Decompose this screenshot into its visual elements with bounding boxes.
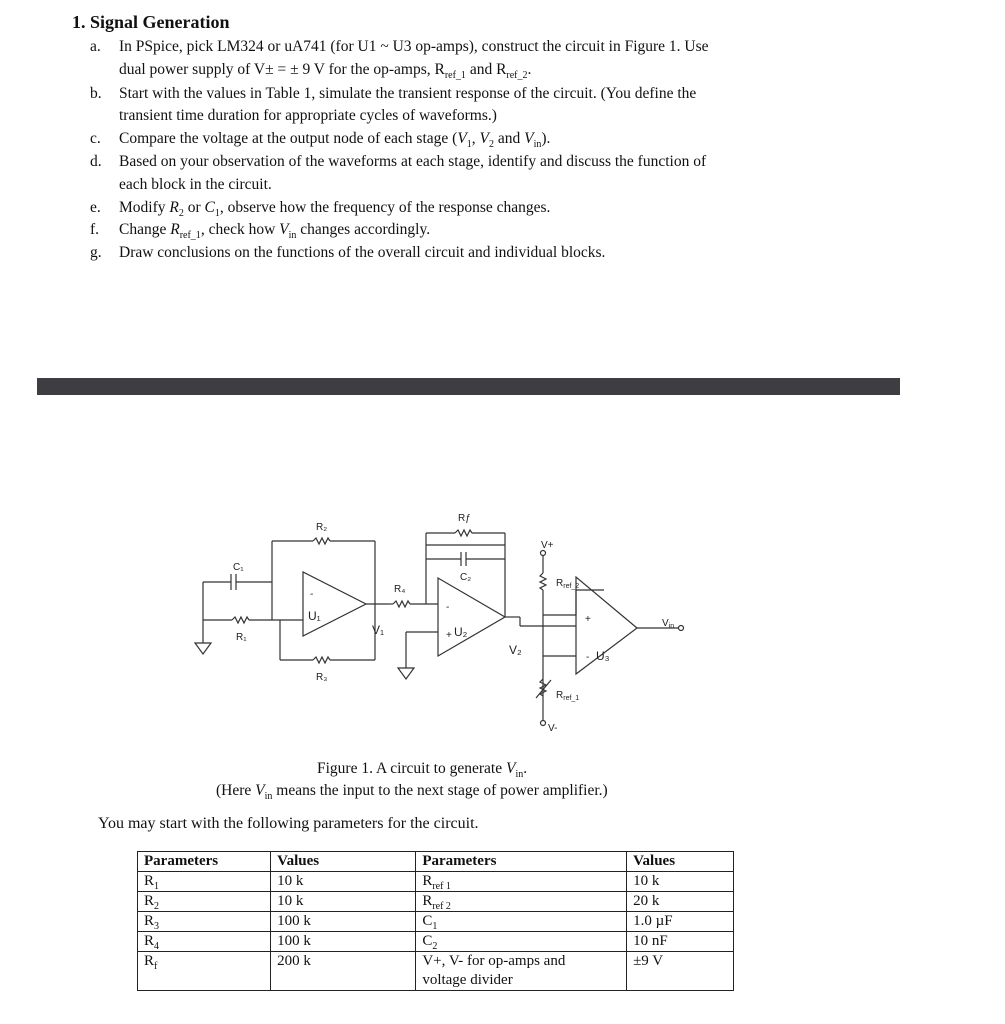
- label-vminus: V-: [548, 723, 558, 734]
- figure-caption-line-1: Figure 1. A circuit to generate $V_{in}$.: [317, 760, 528, 781]
- item-letter-g: g.: [90, 244, 102, 261]
- item-b-line-1: Start with the values in Table 1, simulate the transient response of the circuit. (You define the: [119, 85, 697, 102]
- label-vin: $V_{in}$: [662, 618, 675, 630]
- label-r3: R₃: [316, 672, 328, 683]
- label-u1: U₁: [308, 609, 321, 623]
- label-c2: C₂: [460, 572, 472, 583]
- item-c-line-1: Compare the voltage at the output node of each stage ($V_1$, $V_2$ and $V_{in}$).: [119, 130, 551, 151]
- label-rf: Rƒ: [458, 513, 471, 524]
- header-parameters-1: Parameters: [138, 852, 271, 872]
- label-u3-plus: +: [585, 614, 591, 625]
- cell-param: $R_{ref 1}$: [416, 872, 627, 892]
- parameters-table: [137, 851, 734, 991]
- table-row: [138, 872, 734, 892]
- table-intro-text: You may start with the following parameters for the circuit.: [98, 815, 479, 832]
- label-u2: U₂: [454, 625, 468, 639]
- cell-value: ±9 V: [627, 952, 734, 991]
- cell-param: V+, V- for op-amps and voltage divider: [416, 952, 627, 991]
- item-e-line-1: Modify $R_2$ or $C_1$, observe how the frequency of the response changes.: [119, 199, 551, 220]
- label-u3-minus: -: [586, 652, 590, 663]
- cell-value: 100 k: [271, 912, 416, 932]
- label-v2: V₂: [509, 643, 522, 657]
- header-values-1: Values: [271, 852, 416, 872]
- label-vplus: V+: [541, 540, 554, 551]
- item-letter-c: c.: [90, 130, 101, 147]
- cell-value: 200 k: [271, 952, 416, 991]
- cell-param: $R_f$: [138, 952, 271, 991]
- cell-value: 10 k: [627, 872, 734, 892]
- table-row: [138, 912, 734, 932]
- cell-value: 10 k: [271, 892, 416, 912]
- cell-param: $R_2$: [138, 892, 271, 912]
- cell-value: 20 k: [627, 892, 734, 912]
- item-g-line-1: Draw conclusions on the functions of the overall circuit and individual blocks.: [119, 244, 606, 261]
- table-row: [138, 932, 734, 952]
- item-letter-f: f.: [90, 221, 100, 238]
- cell-value: 100 k: [271, 932, 416, 952]
- cell-param: $R_4$: [138, 932, 271, 952]
- item-d-line-1: Based on your observation of the waveforms at each stage, identify and discuss the function of: [119, 153, 707, 170]
- cell-value: 10 nF: [627, 932, 734, 952]
- cell-value: 10 k: [271, 872, 416, 892]
- label-r2: R₂: [316, 522, 328, 533]
- figure-caption-line-2: (Here $V_{in}$ means the input to the next stage of power amplifier.): [216, 782, 608, 803]
- label-u2-minus: -: [446, 602, 450, 613]
- header-parameters-2: Parameters: [416, 852, 627, 872]
- cell-param: $C_2$: [416, 932, 627, 952]
- label-u3: U₃: [596, 649, 610, 663]
- table-row: [138, 892, 734, 912]
- label-u2-plus: +: [446, 630, 452, 641]
- item-f-line-1: Change $R_{ref\_1}$, check how $V_{in}$ changes accordingly.: [119, 221, 431, 242]
- cell-value: 1.0 µF: [627, 912, 734, 932]
- cell-param: $C_1$: [416, 912, 627, 932]
- label-v1: V₁: [372, 623, 385, 637]
- label-rref1: $R_{ref\_1}$: [556, 690, 580, 702]
- item-a-line-1: In PSpice, pick LM324 or uA741 (for U1 ~ U3 op-amps), construct the circuit in Figure 1. Use: [119, 38, 709, 55]
- label-r4: R₄: [394, 584, 406, 595]
- item-a-line-2: dual power supply of V± = ± 9 V for the op-amps, $R_{ref\_1}$ and $R_{ref\_2}$.: [119, 61, 532, 82]
- label-c1: C₁: [233, 562, 244, 573]
- item-letter-d: d.: [90, 153, 102, 170]
- item-letter-e: e.: [90, 199, 101, 216]
- item-b-line-2: transient time duration for appropriate cycles of waveforms.): [119, 107, 497, 124]
- cell-param: $R_{ref 2}$: [416, 892, 627, 912]
- table-header-row: [138, 852, 734, 872]
- label-r1: R₁: [236, 632, 247, 643]
- label-rref2: $R_{ref\_2}$: [556, 578, 580, 590]
- label-u1-minus: -: [310, 589, 314, 600]
- header-values-2: Values: [627, 852, 734, 872]
- cell-param: $R_3$: [138, 912, 271, 932]
- item-d-line-2: each block in the circuit.: [119, 176, 272, 193]
- cell-param: $R_1$: [138, 872, 271, 892]
- table-row: [138, 952, 734, 991]
- item-letter-b: b.: [90, 85, 102, 102]
- section-heading: 1. Signal Generation: [72, 12, 230, 32]
- item-letter-a: a.: [90, 38, 101, 55]
